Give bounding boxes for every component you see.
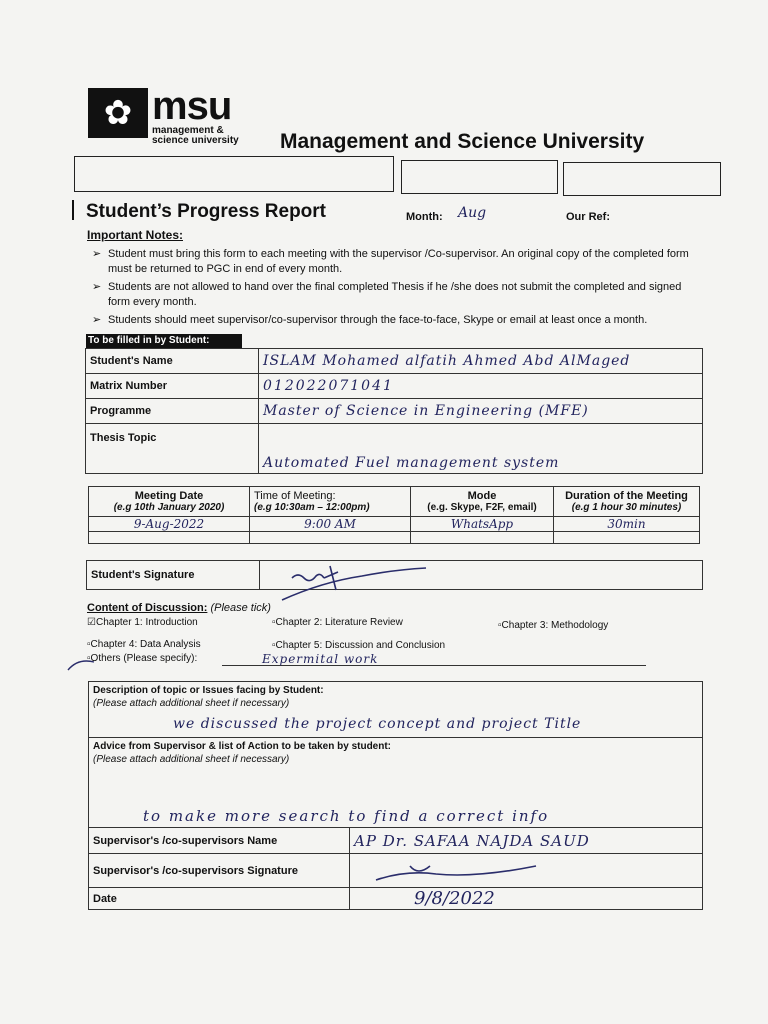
programme-cell [259, 399, 703, 424]
table-row [89, 532, 700, 544]
logo-subtitle: management & science university [152, 125, 239, 146]
list-item: ➢ Students should meet supervisor/co-supervisor through the face-to-face, Skype or email at least once a month. [92, 314, 648, 326]
header-box-2 [401, 160, 558, 194]
meeting-date-cell [89, 517, 250, 532]
pen-stroke-mark [66, 654, 96, 674]
student-signature-image [272, 562, 432, 606]
supervisor-signature-label: Supervisor's /co-supervisors Signature [89, 854, 350, 888]
date-label: Date [89, 888, 350, 910]
table-row [89, 517, 700, 532]
notes-list [92, 247, 702, 328]
advice-cell: Advice from Supervisor & list of Action to be taken by student: (Please attach additional sheet if necessary) to make more search to find a correct info [89, 738, 703, 828]
header-box-3 [563, 162, 721, 196]
matrix-number-value: 012022071041 [263, 378, 394, 394]
table-row [89, 682, 703, 738]
supervisor-signature-image [370, 860, 540, 886]
meeting-mode-cell [411, 517, 554, 532]
ref-label: Our Ref: [566, 211, 610, 223]
logo-wordmark: msu [152, 84, 232, 128]
checkbox-chapter-4[interactable]: ▫Chapter 4: Data Analysis [87, 639, 201, 650]
month-label: Month: [406, 211, 443, 223]
table-row [86, 424, 703, 474]
student-signature-label: Student's Signature [87, 561, 260, 590]
matrix-number-label: Matrix Number [86, 374, 259, 399]
meeting-mode-header: Mode (e.g. Skype, F2F, email) [411, 487, 554, 517]
table-row [89, 738, 703, 828]
table-row [86, 349, 703, 374]
programme-value: Master of Science in Engineering (MFE) [263, 403, 589, 419]
thesis-topic-cell [259, 424, 703, 474]
description-cell: Description of topic or Issues facing by Student: (Please attach additional sheet if necessary) we discussed the project concept and project Title [89, 682, 703, 738]
description-value: we discussed the project concept and project Title [173, 716, 582, 732]
meeting-duration-header: Duration of the Meeting (e.g 1 hour 30 minutes) [554, 487, 700, 517]
flower-icon: ✿ [103, 94, 133, 132]
notes-heading: Important Notes: [87, 228, 183, 242]
header-box-1 [74, 156, 394, 192]
supervisor-name-label: Supervisor's /co-supervisors Name [89, 828, 350, 854]
supervisor-name-value: AP Dr. SAFAA NAJDA SAUD [354, 831, 590, 850]
meeting-date-value: 9-Aug-2022 [133, 517, 205, 531]
student-info-table [85, 348, 703, 474]
page-title: Student’s Progress Report [86, 201, 327, 222]
table-row [89, 828, 703, 854]
discussion-heading: Content of Discussion: (Please tick) [87, 602, 271, 614]
university-name: Management and Science University [280, 130, 645, 153]
thesis-topic-label: Thesis Topic [86, 424, 259, 474]
student-banner: To be filled in by Student: [86, 334, 242, 348]
meeting-date-header: Meeting Date (e.g 10th January 2020) [89, 487, 250, 517]
programme-label: Programme [86, 399, 259, 424]
supervisor-name-cell [350, 828, 703, 854]
checkbox-others[interactable]: ▫Others (Please specify): [87, 653, 198, 664]
others-value: Expermital work [262, 652, 379, 666]
thesis-topic-value: Automated Fuel management system [263, 455, 560, 471]
date-value: 9/8/2022 [414, 888, 495, 909]
student-name-label: Student's Name [86, 349, 259, 374]
meeting-mode-value: WhatsApp [450, 517, 514, 531]
student-name-value: ISLAM Mohamed alfatih Ahmed Abd AlMaged [263, 353, 631, 369]
table-row [86, 374, 703, 399]
margin-mark [72, 200, 74, 220]
advice-value: to make more search to find a correct info [143, 807, 550, 825]
table-row [89, 888, 703, 910]
matrix-number-cell [259, 374, 703, 399]
checkbox-chapter-3[interactable]: ▫Chapter 3: Methodology [498, 620, 609, 631]
meeting-time-cell [250, 517, 411, 532]
student-name-cell [259, 349, 703, 374]
table-row [89, 487, 700, 517]
meeting-duration-value: 30min [607, 517, 646, 531]
meeting-table [88, 486, 700, 544]
checkbox-chapter-2[interactable]: ▫Chapter 2: Literature Review [272, 617, 403, 628]
date-cell [350, 888, 703, 910]
list-item: ➢ Students are not allowed to hand over the final completed Thesis if he /she does not submit the completed and signed form every month. [92, 281, 682, 308]
table-row [86, 399, 703, 424]
checkbox-chapter-5[interactable]: ▫Chapter 5: Discussion and Conclusion [272, 640, 446, 651]
checkbox-chapter-1[interactable]: ☑Chapter 1: Introduction [87, 617, 198, 628]
meeting-time-header: Time of Meeting: (e.g 10:30am – 12:00pm) [250, 487, 411, 517]
list-item: ➢ Student must bring this form to each meeting with the supervisor /Co-supervisor. An original copy of the completed form must be returned to PGC in end of every month. [92, 248, 689, 275]
meeting-time-value: 9:00 AM [304, 517, 356, 531]
month-value: Aug [458, 205, 487, 221]
meeting-duration-cell [554, 517, 700, 532]
